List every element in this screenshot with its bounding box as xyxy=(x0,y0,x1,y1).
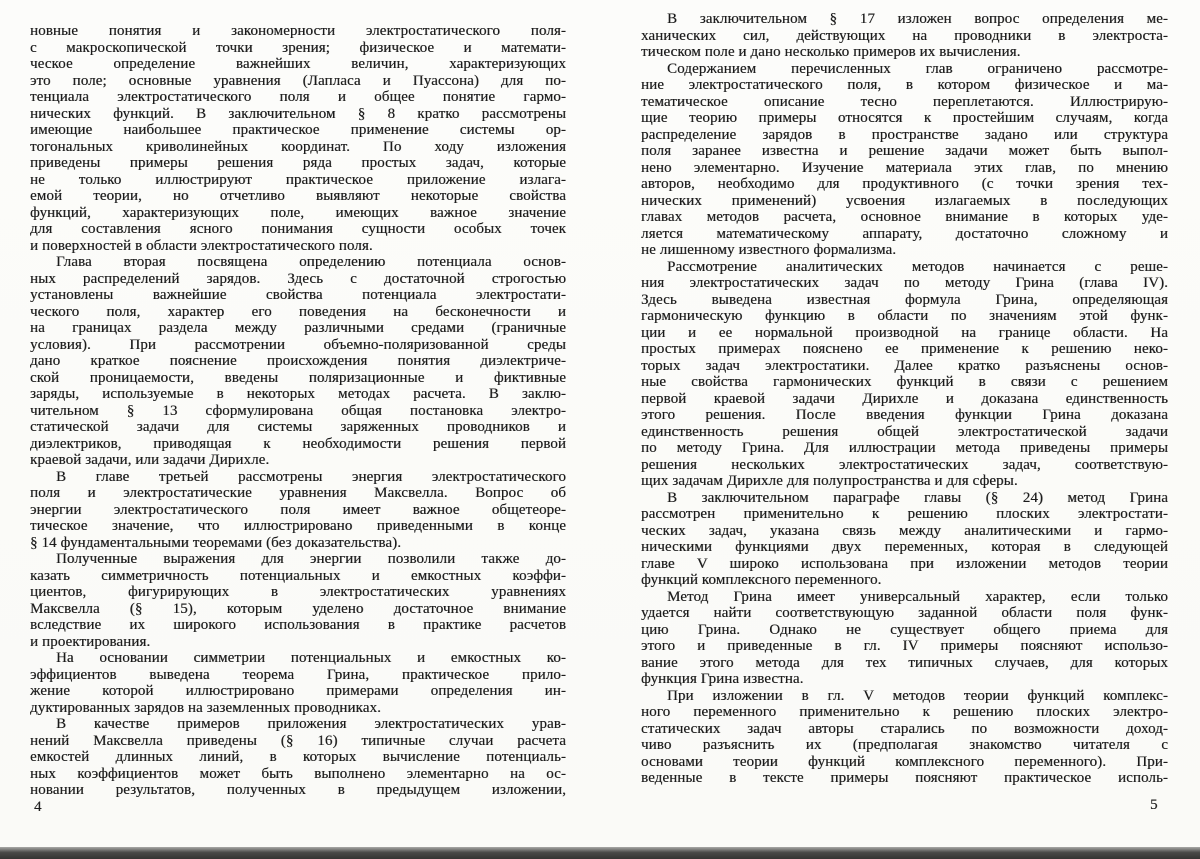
text-line: Максвелла (§ 15), которым уделено достаточное внимание xyxy=(30,600,566,617)
text-line: энергии электростатического поля имеет важное общетеоре- xyxy=(30,501,566,518)
text-line: емой теории, но отчетливо выявляют некоторые свойства xyxy=(30,188,566,204)
right-page-number: 5 xyxy=(1150,797,1158,813)
text-line: нических применений) усвоения излагаемых в последующих xyxy=(641,192,1168,209)
text-line: основами теории функций комплексного переменного). При- xyxy=(641,753,1168,770)
text-line: на границах раздела между различными средами (граничные xyxy=(30,320,566,336)
text-line: цию Грина. Однако не существует общего приема для xyxy=(641,621,1168,638)
text-line: циентов, фигурирующих в электростатических уравнениях xyxy=(30,584,566,600)
text-line: щие теорию примеры относятся к простейшим случаям, когда xyxy=(641,110,1168,126)
text-line: не только иллюстрируют практическое приложение излага- xyxy=(30,171,566,188)
text-line: ных коэффициентов может быть выполнено элементарно на ос- xyxy=(30,765,566,782)
text-line: ния электростатических задач по методу Грина (глава IV). xyxy=(641,275,1168,291)
text-line: поля заранее известна и решение задачи может быть выпол- xyxy=(641,143,1168,159)
text-line: тематическое описание тесно переплетаются. Иллюстрирую- xyxy=(641,93,1168,110)
text-line: ческое определение важнейших величин, характеризующих xyxy=(30,56,566,72)
paragraph xyxy=(641,688,1168,787)
text-line: тогональных криволинейных координат. По ходу изложения xyxy=(30,138,566,155)
paragraph xyxy=(641,589,1168,688)
left-page-number: 4 xyxy=(34,799,42,815)
text-line: В качестве примеров приложения электростатических урав- xyxy=(56,716,566,732)
text-line: ской проницаемости, введены поляризационные и фиктивные xyxy=(30,369,566,386)
text-line: гармоническую функцию в области по значениям этой функ- xyxy=(641,308,1168,324)
text-line: не лишенному известного формализма. xyxy=(641,242,897,258)
text-line: главе V широко использована при изложении методов теории xyxy=(641,555,1168,572)
paragraph xyxy=(30,650,566,716)
text-line: чиво разъяснить их (предполагая знакомство читателя с xyxy=(641,737,1168,753)
paragraph xyxy=(641,490,1168,589)
text-line: Глава вторая посвящена определению потенциала основ- xyxy=(56,254,566,270)
text-line: первой краевой задачи Дирихле и доказана единственность xyxy=(641,390,1168,407)
paragraph xyxy=(641,61,1168,259)
text-line: главах методов расчета, основное внимание в которых уде- xyxy=(641,209,1168,225)
text-line: и поверхностей в области электростатического поля. xyxy=(30,237,373,254)
text-line: новные понятия и закономерности электростатического поля- xyxy=(30,23,566,39)
text-line: жение которой иллюстрировано примерами определения ин- xyxy=(30,683,566,699)
text-line: В заключительном § 17 изложен вопрос определения ме- xyxy=(667,11,1168,27)
text-line: ные свойства гармонических функций в связи с решением xyxy=(641,374,1168,390)
text-line: Рассмотрение аналитических методов начинается с реше- xyxy=(667,258,1168,275)
text-line: тическом поле и дано несколько примеров их вычисления. xyxy=(641,44,1021,60)
text-line: нено элементарно. Изучение материала этих глав, по мнению xyxy=(641,159,1168,176)
text-line: ние электростатического поля, в котором физическое и ма- xyxy=(641,77,1168,93)
text-line: рассмотрен применительно к решению плоских электростати- xyxy=(641,506,1168,522)
text-line: Метод Грина имеет универсальный характер, если только xyxy=(667,588,1168,605)
text-line: функция Грина известна. xyxy=(641,671,804,687)
text-line: казать симметричность потенциальных и емкостных коэффи- xyxy=(30,567,566,584)
text-line: тенциала электростатического поля и общее понятие гармо- xyxy=(30,89,566,105)
paragraph xyxy=(30,23,566,254)
text-line: удается найти соответствующую заданной области поля функ- xyxy=(641,605,1168,621)
text-line: распределение зарядов в пространстве задано или структура xyxy=(641,126,1168,143)
text-line: диэлектриков, приводящая к необходимости решения первой xyxy=(30,435,566,452)
text-line: чительном § 13 сформулирована общая постановка электро- xyxy=(30,402,566,419)
text-line: ных распределений зарядов. Здесь с достаточной строгостью xyxy=(30,270,566,287)
text-line: это поле; основные уравнения (Лапласа и Пуассона) для по- xyxy=(30,72,566,89)
text-line: Содержанием перечисленных глав ограничено рассмотре- xyxy=(667,60,1168,77)
text-line: емкостей длинных линий, в которых вычисление потенциаль- xyxy=(30,749,566,765)
paragraph xyxy=(641,11,1168,61)
text-line: ного переменного применительно к решению плоских электро- xyxy=(641,704,1168,720)
text-line: авторов, необходимо для продуктивного (с точки зрения тех- xyxy=(641,176,1168,192)
text-line: В заключительном параграфе главы (§ 24) метод Грина xyxy=(667,489,1168,506)
text-line: по методу Грина. Для иллюстрации метода приведены примеры xyxy=(641,440,1168,456)
text-line: В главе третьей рассмотрены энергия электростатического xyxy=(56,468,566,485)
text-line: ляется математическому аппарату, достаточно сложному и xyxy=(641,225,1168,242)
text-line: Полученные выражения для энергии позволили также до- xyxy=(56,551,566,567)
paragraph xyxy=(30,716,566,799)
text-line: § 14 фундаментальными теоремами (без доказательства). xyxy=(30,534,402,551)
text-line: ческого поля, характер его поведения на бесконечности и xyxy=(30,303,566,320)
text-line: функций, характеризующих поле, имеющих важное значение xyxy=(30,204,566,221)
text-line: При изложении в гл. V методов теории функций комплекс- xyxy=(667,687,1168,704)
text-line: единственность решения общей электростатической задачи xyxy=(641,423,1168,440)
text-line: веденные в тексте примеры поясняют практическое исполь- xyxy=(641,770,1168,786)
text-line: имеющие наибольшее практическое применение системы ор- xyxy=(30,122,566,138)
text-line: тическое значение, что иллюстрировано приведенными в конце xyxy=(30,518,566,534)
text-line: торых задач электростатики. Далее кратко разъяснены основ- xyxy=(641,357,1168,374)
text-line: для составления ясного понимания сущности особых точек xyxy=(30,221,566,237)
text-line: заряды, используемые в некоторых методах расчета. В заклю- xyxy=(30,386,566,402)
text-line: ческих задач, указана связь между аналитическими и гармо- xyxy=(641,522,1168,539)
text-line: нений Максвелла приведены (§ 16) типичные случаи расчета xyxy=(30,732,566,749)
text-line: этого решения. После введения функции Грина доказана xyxy=(641,407,1168,423)
text-line: ническими функциями двух переменных, которая в следующей xyxy=(641,539,1168,555)
text-line: с макроскопической точки зрения; физическое и математи- xyxy=(30,39,566,56)
text-line: решения нескольких электростатических задач, соответствую- xyxy=(641,456,1168,473)
text-line: приведены примеры решения ряда простых задач, которые xyxy=(30,155,566,171)
text-line: Здесь выведена известная формула Грина, определяющая xyxy=(641,291,1168,308)
text-line: поля и электростатические уравнения Максвелла. Вопрос об xyxy=(30,485,566,501)
text-line: и проектирования. xyxy=(30,633,151,650)
text-line: нических функций. В заключительном § 8 кратко рассмотрены xyxy=(30,105,566,122)
text-line: простых примерах пояснено ее применение к решению неко- xyxy=(641,341,1168,357)
text-line: статических задач авторы старались по возможности доход- xyxy=(641,720,1168,737)
text-line: эффициентов выведена теорема Грина, практическое прило- xyxy=(30,666,566,683)
text-line: дуктированных зарядов на заземленных проводниках. xyxy=(30,699,381,716)
paragraph xyxy=(30,469,566,552)
text-line: этого и приведенные в гл. IV примеры поясняют использо- xyxy=(641,638,1168,654)
text-line: ханических сил, действующих на проводники в электроста- xyxy=(641,27,1168,44)
paragraph xyxy=(30,551,566,650)
text-line: функций комплексного переменного. xyxy=(641,572,882,588)
text-line: щих задачам Дирихле для полупространства и для сферы. xyxy=(641,473,1018,489)
text-line: На основании симметрии потенциальных и емкостных ко- xyxy=(56,650,566,666)
paragraph xyxy=(30,254,566,469)
text-line: краевой задачи, или задачи Дирихле. xyxy=(30,452,270,468)
text-line: новании результатов, полученных в предыдущем изложении, xyxy=(30,782,566,798)
left-page-text-column xyxy=(30,23,566,799)
text-line: ции и ее нормальной производной на границе области. На xyxy=(641,324,1168,341)
text-line: условия). При рассмотрении объемно-поляризованной среды xyxy=(30,336,566,353)
right-page-text-column xyxy=(641,11,1168,787)
scan-edge-shadow xyxy=(0,847,1200,859)
text-line: вследствие их широкого использования в практике расчетов xyxy=(30,617,566,633)
text-line: вание этого метода для тех типичных случаев, для которых xyxy=(641,654,1168,671)
text-line: дано краткое пояснение происхождения понятия диэлектриче- xyxy=(30,353,566,369)
text-line: статической задачи для системы заряженных проводников и xyxy=(30,419,566,435)
text-line: установлены важнейшие свойства потенциала электростати- xyxy=(30,287,566,303)
paragraph xyxy=(641,259,1168,490)
